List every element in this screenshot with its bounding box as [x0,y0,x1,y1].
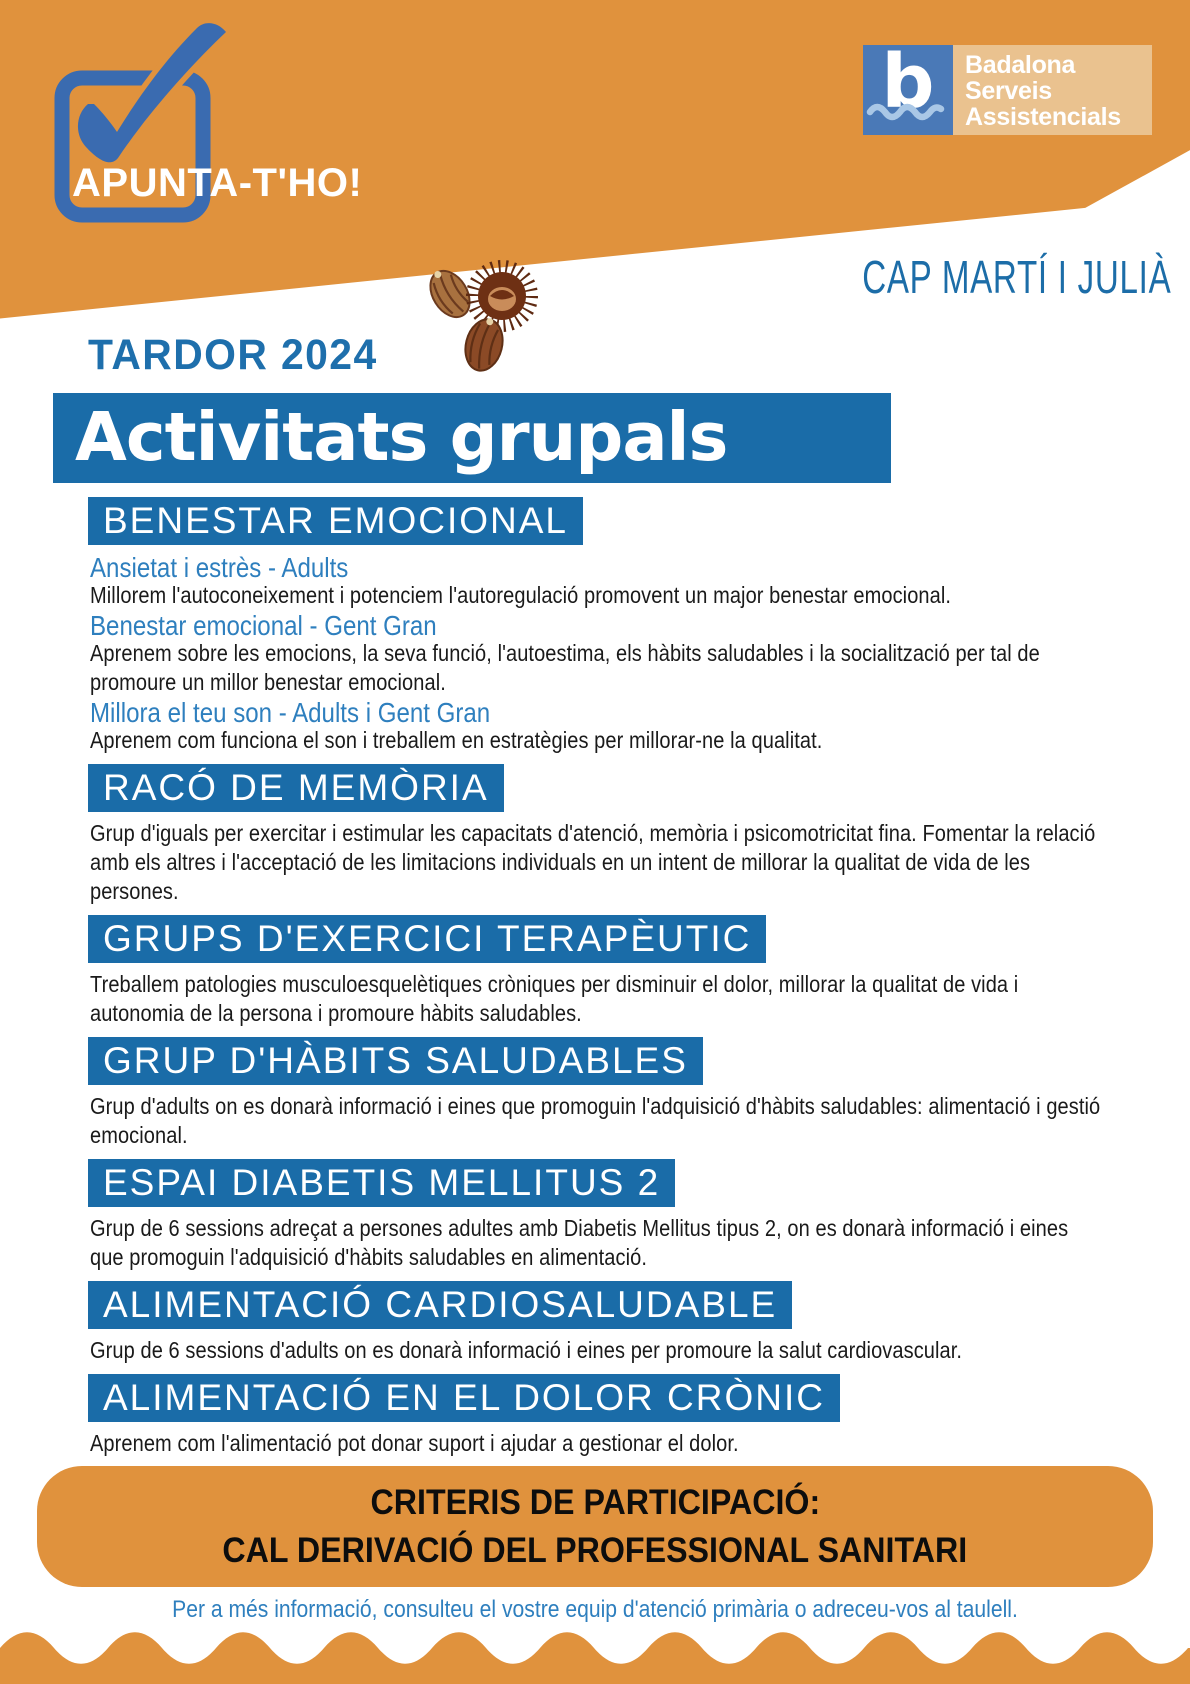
info-line: Per a més informació, consulteu el vostre equip d'atenció primària o adreceu-vos al taulell. [172,1596,1018,1623]
activity-description: Aprenem sobre les emocions, la seva funció, l'autoestima, els hàbits saludables i la socialització per tal de promoure un millor benestar emocional. [90,640,1040,695]
season-title: TARDOR 2024 [88,331,378,379]
criteria-title: CRITERIS DE PARTICIPACIÓ: [370,1482,820,1522]
sections [88,490,1168,1458]
activity-description: Aprenem com l'alimentació pot donar suport i ajudar a gestionar el dolor. [90,1430,739,1456]
activity-description: Aprenem com funciona el son i treballem en estratègies per millorar-ne la qualitat. [90,727,823,753]
logo-wordmark-line: Badalona [965,51,1076,79]
section-header: BENESTAR EMOCIONAL [88,497,583,545]
logo-wordmark-line: Serveis [965,77,1052,105]
apunta-label: APUNTA-T'HO! [72,161,363,205]
chestnuts-illustration [420,252,548,372]
activity-description: Treballem patologies musculoesquelètiques cròniques per disminuir el dolor, millorar la qualitat de vida i autonomia de la persona i promoure hàbits saludables. [90,971,1019,1026]
activity-description: Grup de 6 sessions d'adults on es donarà informació i eines per promoure la salut cardiovascular. [90,1337,963,1363]
logo-wave-icon [863,45,953,135]
center-name: CAP MARTÍ I JULIÀ [861,251,1171,303]
logo-letter: b [881,39,935,125]
logo-wordmark-line: Assistencials [965,103,1121,131]
section-header: ESPAI DIABETIS MELLITUS 2 [88,1159,675,1207]
logo-mark [863,39,953,135]
activity-subtitle: Benestar emocional - Gent Gran [90,610,437,641]
activity-description: Millorem l'autoconeixement i potenciem l'autoregulació promovent un major benestar emocional. [90,582,952,608]
main-title-banner [53,393,891,483]
activity-description: Grup d'adults on es donarà informació i eines que promoguin l'adquisició d'hàbits saludables: alimentació i gestió emocional. [90,1093,1101,1148]
activity-subtitle: Millora el teu son - Adults i Gent Gran [90,697,491,728]
criteria-box [37,1466,1153,1587]
section-header: RACÓ DE MEMÒRIA [88,764,504,812]
criteria-subtitle: CAL DERIVACIÓ DEL PROFESSIONAL SANITARI [222,1530,968,1570]
activity-subtitle: Ansietat i estrès - Adults [90,552,349,583]
main-title: Activitats grupals [75,398,728,476]
wave-border [0,1628,1190,1684]
badalona-logo [863,39,1152,135]
section-header: GRUP D'HÀBITS SALUDABLES [88,1037,703,1085]
section-header: GRUPS D'EXERCICI TERAPÈUTIC [88,915,766,963]
logo-wordmark [953,45,1152,135]
activity-description: Grup d'iguals per exercitar i estimular les capacitats d'atenció, memòria i psicomotricitat fina. Fomentar la relació amb els altres i l'acceptació de les limitacions individuals en un intent de millorar la qualitat de vida de les persones. [90,820,1096,904]
section-header: ALIMENTACIÓ CARDIOSALUDABLE [88,1281,792,1329]
section-header: ALIMENTACIÓ EN EL DOLOR CRÒNIC [88,1374,840,1422]
activity-description: Grup de 6 sessions adreçat a persones adultes amb Diabetis Mellitus tipus 2, on es donarà informació i eines que promoguin l'adquisició d'hàbits saludables en alimentació. [90,1215,1069,1270]
